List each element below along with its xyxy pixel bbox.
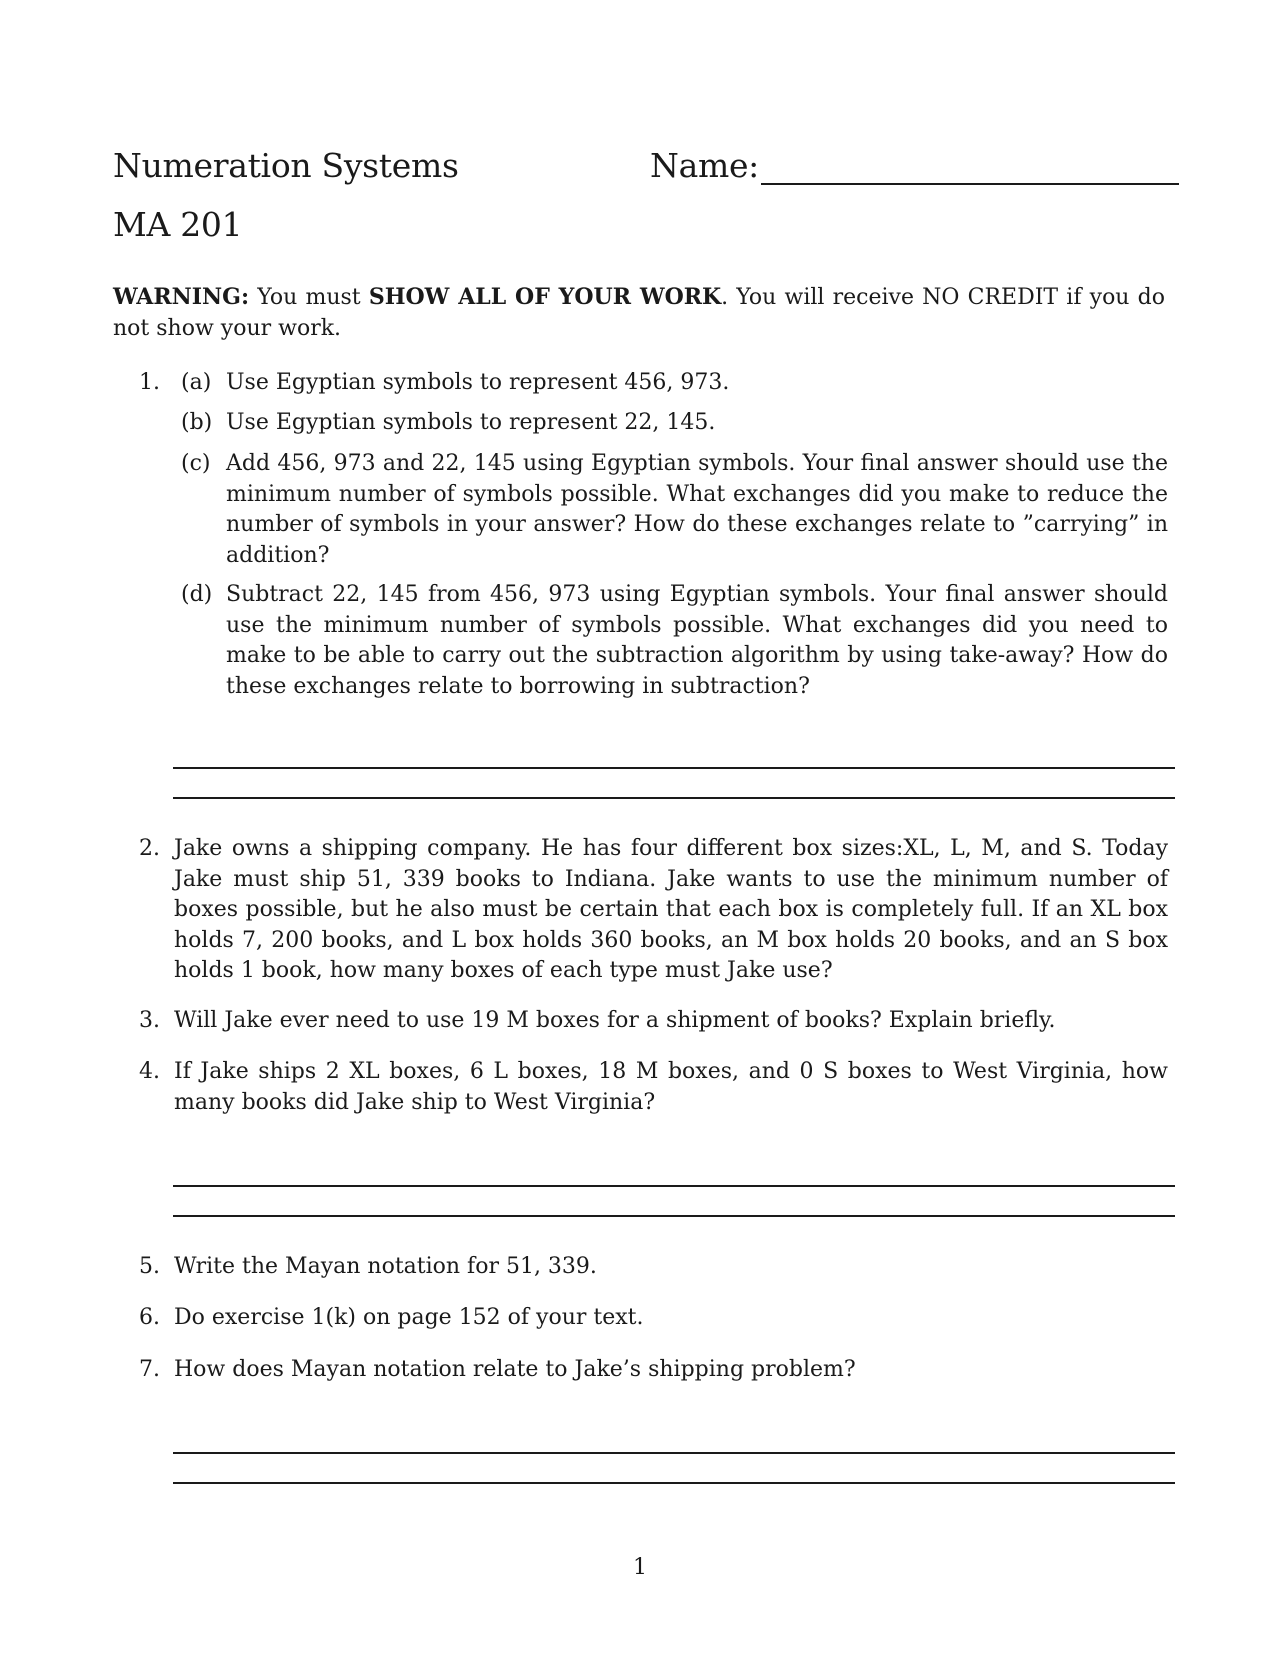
question-6-text: Do exercise 1(k) on page 152 of your text. [174,1305,644,1330]
question-1b-label: (b) [181,410,213,435]
question-4-number: 4. [139,1059,160,1084]
question-1a-text: Use Egyptian symbols to represent 456, 973. [226,370,730,395]
question-5-text: Write the Mayan notation for 51, 339. [174,1254,597,1279]
question-7-text: How does Mayan notation relate to Jake’s shipping problem? [174,1357,856,1382]
question-2-text: Jake owns a shipping company. He has four different box sizes:XL, L, M, and S. Today Jake must ship 51, 339 books to Indiana. Jake wants to use the minimum number of boxes possible, but he also must be certain that each box is completely full. If an XL box holds 7, 200 books, and L box holds 360 books, an M box holds 20 books, and an S box holds 1 book, how many boxes of each type must Jake use? [174,836,1168,983]
name-label: Name: [650,146,759,185]
question-1a-label: (a) [181,370,212,395]
question-7-number: 7. [139,1357,160,1382]
question-1-number: 1. [139,370,160,395]
answer-divider-line [173,1452,1175,1454]
warning-emphasis: SHOW ALL OF YOUR WORK [368,284,722,310]
warning-text-after: . You will receive NO CREDIT if you do not show your work. [113,285,1165,341]
question-1b-text: Use Egyptian symbols to represent 22, 145. [226,410,716,435]
name-field [650,146,1179,185]
warning-notice [113,282,1165,344]
question-6-number: 6. [139,1305,160,1330]
name-blank-line [761,150,1179,185]
warning-label: WARNING: [113,284,250,310]
question-2-number: 2. [139,836,160,861]
answer-divider-line [173,1482,1175,1484]
question-4-text: If Jake ships 2 XL boxes, 6 L boxes, 18 M boxes, and 0 S boxes to West Virginia, how many books did Jake ship to West Virginia? [174,1059,1168,1115]
question-1d-label: (d) [181,582,213,607]
question-3-text: Will Jake ever need to use 19 M boxes for a shipment of books? Explain briefly. [174,1008,1056,1033]
question-1c-label: (c) [181,451,211,476]
course-title: Numeration Systems [113,146,459,185]
answer-divider-line [173,797,1175,799]
answer-divider-line [173,1185,1175,1187]
question-1c-text: Add 456, 973 and 22, 145 using Egyptian symbols. Your final answer should use the minimum number of symbols possible. What exchanges did you make to reduce the number of symbols in your answer? How do these exchanges relate to ”carrying” in addition? [226,451,1168,568]
page-number: 1 [633,1555,647,1580]
question-1d-text: Subtract 22, 145 from 456, 973 using Egyptian symbols. Your final answer should use the minimum number of symbols possible. What exchanges did you need to make to be able to carry out the subtraction algorithm by using take-away? How do these exchanges relate to borrowing in subtraction? [226,582,1168,699]
answer-divider-line [173,767,1175,769]
warning-text-before: You must [249,285,369,310]
course-number: MA 201 [113,205,243,244]
question-3-number: 3. [139,1008,160,1033]
answer-divider-line [173,1215,1175,1217]
question-5-number: 5. [139,1254,160,1279]
